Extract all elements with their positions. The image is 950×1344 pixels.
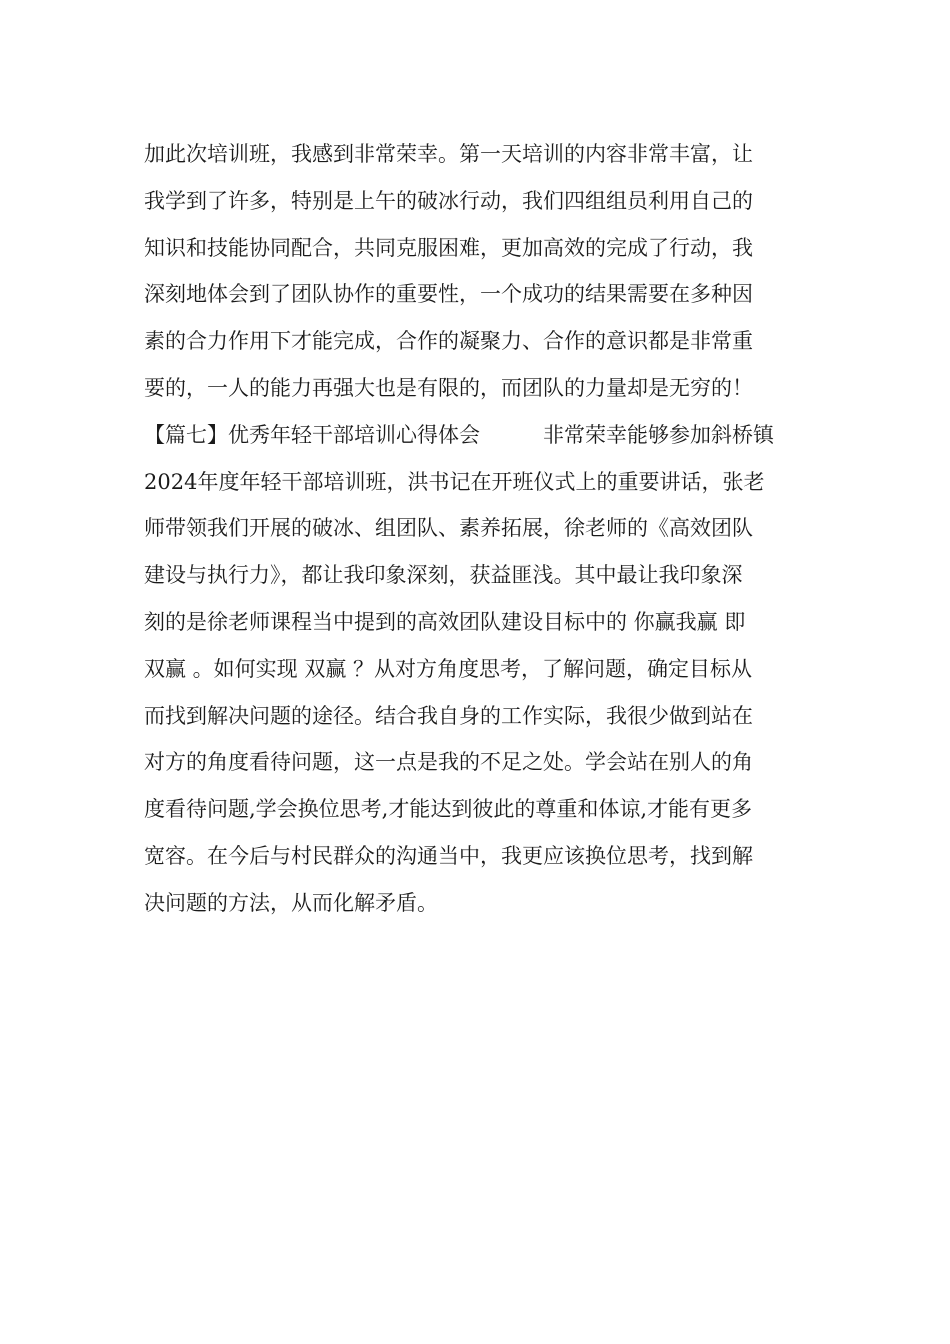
text-line: 决问题的方法，从而化解矛盾。 (144, 890, 438, 915)
text-line: 建设与执行力》，都让我印象深刻，获益匪浅。其中最让我印象深 (144, 563, 743, 588)
text-line: 而找到解决问题的途径。结合我自身的工作实际，我很少做到站在 (144, 703, 753, 728)
text-line: 素的合力作用下才能完成，合作的凝聚力、合作的意识都是非常重 (144, 329, 753, 354)
text-line: 我学到了许多，特别是上午的破冰行动，我们四组组员利用自己的 (144, 188, 753, 213)
text-line: 加此次培训班，我感到非常荣幸。第一天培训的内容非常丰富，让 (144, 142, 753, 166)
text-line: 师带领我们开展的破冰、组团队、素养拓展，徐老师的《高效团队 (144, 516, 753, 541)
text-line: 双赢 。如何实现 双赢 ？从对方角度思考，了解问题，确定目标从 (144, 656, 753, 681)
text-line: 宽容。在今后与村民群众的沟通当中，我更应该换位思考，找到解 (144, 843, 753, 868)
text-line: 深刻地体会到了团队协作的重要性，一个成功的结果需要在多种因 (144, 282, 753, 307)
text-line: 要的，一人的能力再强大也是有限的，而团队的力量却是无穷的！ (144, 375, 753, 400)
text-line: 知识和技能协同配合，共同克服困难，更加高效的完成了行动，我 (144, 235, 753, 260)
section-heading-line: 【篇七】优秀年轻干部培训心得体会 非常荣幸能够参加斜桥镇 (144, 422, 774, 447)
text-line: 对方的角度看待问题，这一点是我的不足之处。学会站在别人的角 (144, 750, 753, 775)
text-line: 度看待问题,学会换位思考,才能达到彼此的尊重和体谅,才能有更多 (144, 797, 753, 822)
text-line: 刻的是徐老师课程当中提到的高效团队建设目标中的 你赢我赢 即 (144, 609, 746, 634)
text-line: 2024年度年轻干部培训班，洪书记在开班仪式上的重要讲话，张老 (144, 469, 765, 494)
body-text (144, 131, 812, 927)
